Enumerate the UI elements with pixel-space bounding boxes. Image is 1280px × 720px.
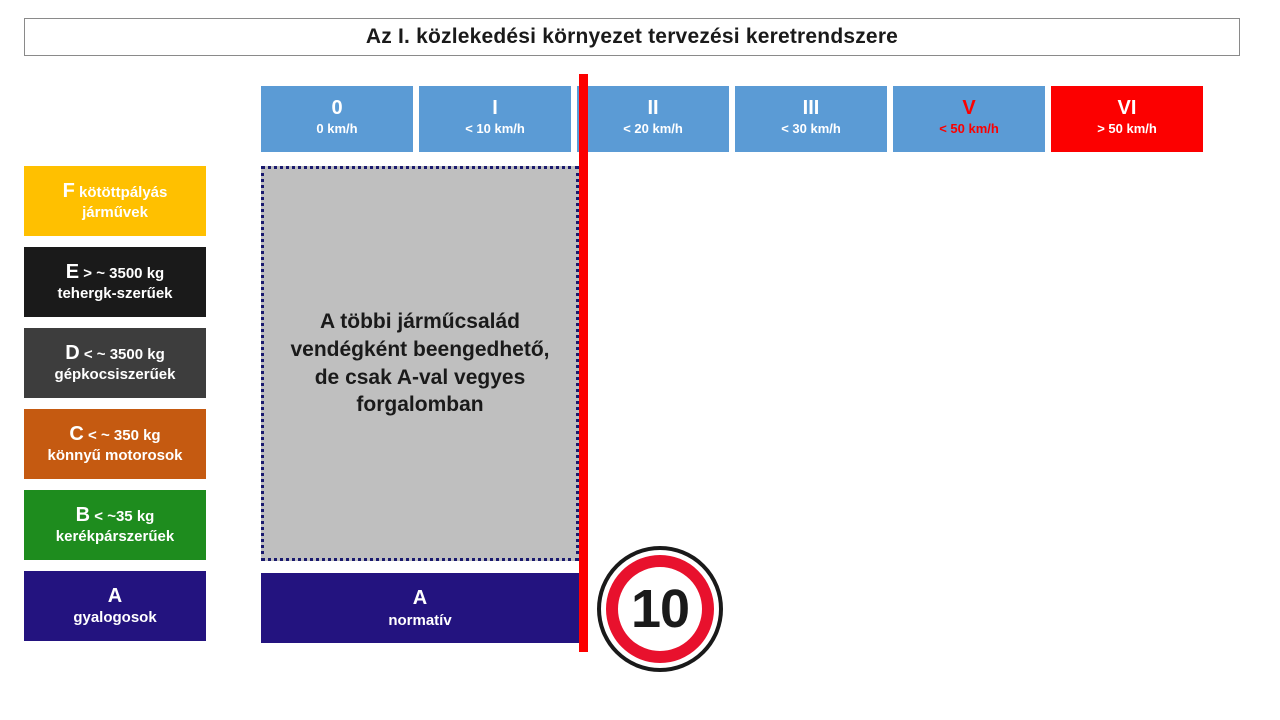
legend-item-letter-spec (65, 341, 165, 366)
vehicle-family-legend (24, 166, 206, 652)
legend-item-desc: gyalogosok (73, 609, 157, 627)
legend-item-letter-spec (69, 422, 160, 447)
legend-item (24, 328, 206, 398)
legend-item-letter: E (65, 261, 80, 284)
speed-class-value: < 10 km/h (465, 121, 525, 137)
legend-item-letter: F (62, 180, 75, 203)
legend-item-letter-spec (66, 260, 164, 285)
legend-item-letter: D (65, 342, 80, 365)
legend-item-desc: kerékpárszerűek (55, 528, 175, 546)
guest-vehicle-cell (261, 166, 579, 561)
speed-limit-ring (606, 555, 714, 663)
legend-item-letter-spec (63, 179, 168, 204)
legend-item (24, 490, 206, 560)
speed-class-roman: II (647, 97, 659, 120)
legend-item-letter: B (75, 504, 91, 527)
speed-class-value: > 50 km/h (1097, 121, 1157, 137)
speed-class-roman: III (802, 97, 820, 120)
legend-item-desc: járművek (82, 204, 148, 222)
speed-class-cell (1051, 86, 1203, 152)
legend-item-spec: < ~ 350 kg (88, 427, 161, 445)
legend-item (24, 166, 206, 236)
speed-class-header-row (261, 86, 1203, 152)
legend-item-spec: > ~ 3500 kg (83, 265, 165, 283)
speed-limit-sign-icon (597, 546, 723, 672)
legend-item (24, 247, 206, 317)
legend-item-letter: A (107, 585, 123, 608)
page-title (24, 18, 1240, 56)
red-divider (579, 74, 588, 652)
legend-item-letter: C (69, 423, 84, 446)
speed-limit-value: 10 (630, 579, 690, 639)
legend-item-desc: könnyű motorosok (47, 447, 183, 465)
speed-class-roman: 0 (331, 97, 343, 120)
speed-class-roman: I (492, 97, 498, 120)
guest-vehicle-text: A többi járműcsalád vendégként beengedhető, de csak A-val vegyes forgalomban (290, 309, 550, 417)
legend-item (24, 409, 206, 479)
speed-class-cell (577, 86, 729, 152)
speed-class-value: 0 km/h (316, 121, 358, 137)
speed-class-cell (735, 86, 887, 152)
speed-class-cell (419, 86, 571, 152)
legend-item-letter-spec (108, 584, 122, 609)
legend-item-spec: < ~35 kg (94, 508, 155, 526)
legend-item-desc: tehergk-szerűek (57, 285, 173, 303)
speed-class-cell (261, 86, 413, 152)
legend-item-desc: gépkocsiszerűek (54, 366, 176, 384)
speed-class-value: < 50 km/h (939, 121, 999, 137)
normative-cell (261, 573, 579, 643)
legend-item-spec: kötöttpályás (79, 184, 168, 202)
speed-class-roman: V (962, 97, 976, 120)
speed-class-cell (893, 86, 1045, 152)
page-title-text: Az I. közlekedési környezet tervezési keretrendszere (365, 25, 899, 48)
speed-class-value: < 30 km/h (781, 121, 841, 137)
legend-item-spec: < ~ 3500 kg (83, 346, 165, 364)
legend-item (24, 571, 206, 641)
normative-letter: A (412, 586, 428, 609)
legend-item-letter-spec (76, 503, 155, 528)
normative-label: normatív (388, 611, 452, 629)
speed-class-roman: VI (1117, 97, 1137, 120)
speed-class-value: < 20 km/h (623, 121, 683, 137)
